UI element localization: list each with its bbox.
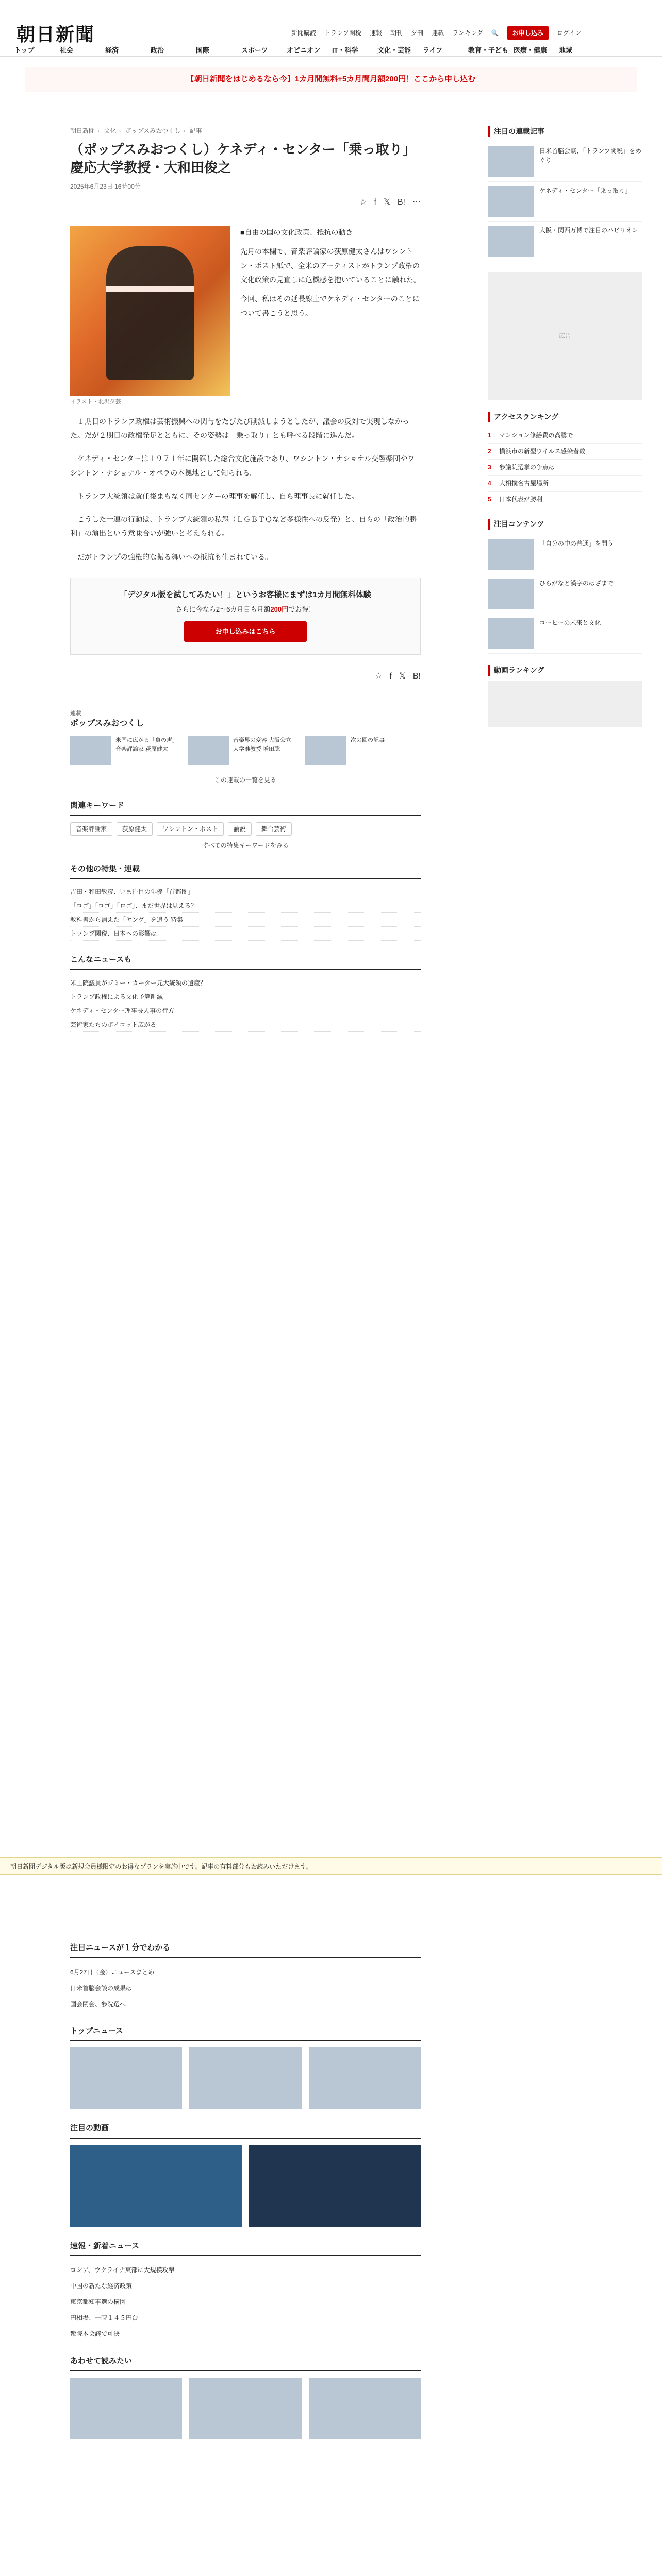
- news-summary-item[interactable]: [70, 1996, 421, 2012]
- series-item[interactable]: [70, 736, 178, 765]
- content-item-title: ひらがなと漢字のはざまで: [539, 580, 614, 587]
- latest-heading: 速報・新着ニュース: [70, 2241, 421, 2257]
- bookmark-icon[interactable]: ☆: [359, 198, 367, 207]
- category-item[interactable]: トップ: [14, 46, 35, 54]
- category-item[interactable]: IT・科学: [332, 46, 358, 54]
- sidebar-ad[interactable]: 広告: [488, 272, 642, 400]
- news-summary-heading: 注目ニュースが１分でわかる: [70, 1942, 421, 1958]
- sidebar-article-title: ケネディ・センター「乗っ取り」: [539, 187, 632, 194]
- keywords-more-link[interactable]: すべての特集キーワードをみる: [202, 841, 289, 849]
- top-news-heading: トップニュース: [70, 2026, 421, 2042]
- article-illustration[interactable]: [70, 226, 230, 396]
- feature-item[interactable]: 吉田・和田敏彦、いま注目の俳優「首都圏」: [70, 885, 421, 899]
- lead-paragraph: ■自由の国の文化政策、抵抗の動き: [240, 228, 353, 237]
- keyword-tag[interactable]: 舞台芸術: [256, 822, 292, 836]
- topnav-item[interactable]: 新聞購読: [291, 29, 317, 37]
- content-item-title: 「自分の中の普通」を問う: [539, 540, 614, 547]
- latest-title: 東京都知事選の構図: [70, 2298, 126, 2306]
- ranking-title: 日本代表が勝利: [499, 496, 543, 503]
- more-reading-card[interactable]: [309, 2378, 421, 2439]
- content-item[interactable]: [488, 574, 642, 614]
- site-logo[interactable]: 朝日新聞: [16, 24, 95, 45]
- breadcrumb-item: 記事: [189, 127, 202, 134]
- content-thumb: [488, 618, 534, 649]
- series-thumb: [305, 736, 346, 765]
- more-reading-card[interactable]: [70, 2378, 182, 2439]
- series-item-title: 音楽界の変容 大阪公立大学准教授 増田聡: [233, 737, 292, 752]
- more-share-icon[interactable]: ⋯: [412, 198, 421, 207]
- series-title[interactable]: ポップスみおつくし: [70, 719, 144, 728]
- ranking-title: 大相撲名古屋場所: [499, 480, 549, 487]
- hatena-icon[interactable]: B!: [397, 198, 405, 207]
- share-bar: [70, 196, 421, 215]
- keyword-tag[interactable]: 荻原健太: [117, 822, 153, 836]
- sidebar-article-title: 日米首脳会談、「トランプ関税」をめぐり: [539, 147, 642, 164]
- more-reading-grid: [70, 2378, 421, 2439]
- sidebar-article[interactable]: [488, 142, 642, 182]
- ranking-title: マンション修繕費の高騰で: [499, 432, 573, 439]
- facebook-icon[interactable]: f: [374, 198, 376, 207]
- category-item[interactable]: 経済: [105, 46, 119, 54]
- more-reading-thumb: [70, 2378, 182, 2439]
- news-summary-title: 国会閉会、参院選へ: [70, 2000, 126, 2008]
- more-reading-thumb: [189, 2378, 301, 2439]
- ranking-item[interactable]: [488, 460, 642, 476]
- lead-paragraph: 今回、私はその延長線上でケネディ・センターのことについて書こうと思う。: [240, 295, 420, 317]
- video-thumb: [70, 2145, 242, 2227]
- ranking-item[interactable]: [488, 476, 642, 492]
- breadcrumb-item[interactable]: 文化: [104, 127, 117, 134]
- top-nav: [291, 26, 581, 40]
- topnav-item[interactable]: 速報: [370, 29, 383, 37]
- series-items: [70, 736, 421, 765]
- news-summary-title: 6月27日（金）ニュースまとめ: [70, 1968, 155, 1976]
- body-paragraph: こうした一連の行動は、トランプ大統領の私怨（ＬＧＢＴＱなど多様性への反発）と、自らの「政治的勝利」の演出という意味合いが強いと考えられる。: [70, 515, 417, 538]
- keywords-heading: 関連キーワード: [70, 800, 421, 816]
- more-reading-thumb: [309, 2378, 421, 2439]
- latest-title: 中国の新たな経済政策: [70, 2282, 133, 2290]
- series-item-title: 米国に広がる「負の声」 音楽評論家 荻原健太: [115, 737, 178, 752]
- paywall-subline-prefix: さらに今なら2〜6カ月目も月額: [175, 605, 271, 613]
- category-nav: [14, 45, 604, 56]
- latest-item[interactable]: [70, 2326, 421, 2342]
- recommended-list: [70, 976, 421, 1032]
- login-link[interactable]: ログイン: [556, 29, 582, 37]
- news-summary-item[interactable]: [70, 1980, 421, 1996]
- series-more-link[interactable]: この連載の一覧を見る: [214, 776, 276, 784]
- lower-section: [70, 1942, 421, 2439]
- keyword-tag[interactable]: 論説: [228, 822, 252, 836]
- lead-text: [240, 226, 421, 406]
- subscribe-button[interactable]: お申し込みはこちら: [184, 621, 306, 642]
- rank-number: 5: [488, 496, 491, 503]
- video-ranking-title: 動画ランキング: [488, 665, 642, 676]
- more-reading-heading: あわせて読みたい: [70, 2355, 421, 2371]
- paywall-headline: 「デジタル版を試してみたい！」というお客様にまずは1カ月間無料体験: [120, 590, 371, 600]
- paywall-price: 200円: [270, 605, 289, 613]
- video-card[interactable]: [70, 2145, 242, 2227]
- x-icon[interactable]: 𝕏: [399, 671, 406, 681]
- series-section: [70, 700, 421, 785]
- sidebar-thumb: [488, 226, 534, 257]
- rank-number: 4: [488, 480, 491, 487]
- top-news-card[interactable]: [309, 2047, 421, 2109]
- promo-banner[interactable]: 【朝日新聞をはじめるなら今】1カ月間無料+5カ月間月額200円！ここから申し込む: [25, 67, 637, 92]
- category-item[interactable]: スポーツ: [241, 46, 268, 54]
- latest-title: 衆院本会議で可決: [70, 2330, 120, 2337]
- series-item[interactable]: [188, 736, 296, 765]
- content-section-title: 注目コンテンツ: [488, 519, 642, 530]
- category-item[interactable]: ライフ: [423, 46, 443, 54]
- features-list: [70, 885, 421, 941]
- video-card[interactable]: [249, 2145, 421, 2227]
- feature-item[interactable]: トランプ関税、日本への影響は: [70, 927, 421, 941]
- latest-item[interactable]: [70, 2294, 421, 2310]
- bottom-notice-bar[interactable]: 朝日新聞デジタル版は新規会員様限定のお得なプランを実施中です。記事の有料部分もお読みいただけます。: [0, 1857, 662, 1875]
- top-news-thumb: [189, 2047, 301, 2109]
- ranking-item[interactable]: [488, 428, 642, 444]
- register-button[interactable]: お申し込み: [507, 26, 549, 40]
- top-news-grid: [70, 2047, 421, 2109]
- video-grid: [70, 2145, 421, 2227]
- body-paragraph: ケネディ・センターは１９７１年に開館した総合文化施設であり、ワシントン・ナショナル交響楽団やワシントン・ナショナル・オペラの本拠地として知られる。: [70, 454, 415, 477]
- category-item[interactable]: 教育・子ども: [468, 46, 509, 54]
- series-item[interactable]: [305, 736, 413, 765]
- rank-number: 3: [488, 464, 491, 471]
- latest-title: ロシア、ウクライナ東部に大規模攻撃: [70, 2266, 175, 2274]
- top-news-card[interactable]: [70, 2047, 182, 2109]
- sidebar-section-title: 注目の連載記事: [488, 126, 642, 137]
- category-item[interactable]: 地域: [559, 46, 573, 54]
- paywall-subline-suffix: でお得！: [288, 605, 316, 613]
- topnav-item[interactable]: トランプ関税: [324, 29, 362, 37]
- content-item[interactable]: [488, 614, 642, 654]
- lead-paragraph: 先月の本欄で、音楽評論家の荻原健太さんはワシントン・ポスト紙で、全米のアーティストがトランプ政権の文化政策の見直しに危機感を抱いていることに触れた。: [240, 247, 421, 284]
- body-paragraph: １期目のトランプ政権は芸術振興への関与をたびたび削減しようとしたが、議会の反対で実現しなかった。だが２期目の政権発足とともに、その姿勢は「乗っ取り」とも呼べる段階に進んだ。: [70, 417, 409, 439]
- topnav-item[interactable]: 連載: [432, 29, 444, 37]
- x-icon[interactable]: 𝕏: [383, 198, 390, 207]
- rank-number: 1: [488, 432, 491, 439]
- rank-number: 2: [488, 448, 491, 455]
- content-item[interactable]: [488, 535, 642, 574]
- share-bar-bottom: [70, 670, 421, 689]
- keyword-tags: [70, 822, 421, 836]
- topnav-item[interactable]: 朝刊: [390, 29, 403, 37]
- article-main: [70, 126, 421, 1032]
- latest-title: 円相場、一時１４５円台: [70, 2314, 139, 2321]
- site-header: [0, 0, 662, 57]
- content-thumb: [488, 539, 534, 570]
- category-item[interactable]: 文化・芸能: [377, 46, 411, 54]
- article-date: 2025年6月23日 16時00分: [70, 183, 141, 191]
- recommended-item[interactable]: 米上院議員がジミー・カーター元大統領の遺産？: [70, 976, 421, 990]
- category-item[interactable]: 医療・健康: [514, 46, 548, 54]
- sidebar-article[interactable]: [488, 182, 642, 222]
- sidebar-article-title: 大阪・関西万博で注目のパビリオン: [539, 227, 638, 234]
- body-paragraph: トランプ大統領は就任後まもなく同センターの理事を解任し、自ら理事長に就任した。: [77, 492, 359, 500]
- paywall-box: [70, 578, 421, 655]
- latest-item[interactable]: [70, 2262, 421, 2278]
- keyword-tag[interactable]: ワシントン・ポスト: [157, 822, 224, 836]
- article-lead: [70, 226, 421, 406]
- recommended-item[interactable]: 芸術家たちのボイコット広がる: [70, 1018, 421, 1032]
- features-heading: その他の特集・連載: [70, 863, 421, 879]
- ranking-item[interactable]: [488, 492, 642, 507]
- article-body: [70, 415, 421, 564]
- video-heading: 注目の動画: [70, 2123, 421, 2139]
- latest-item[interactable]: [70, 2278, 421, 2294]
- feature-item[interactable]: 「ロゴ」「ロゴ」「ロゴ」、まだ世界は見える？: [70, 899, 421, 913]
- sidebar: [488, 126, 642, 727]
- category-item[interactable]: オピニオン: [287, 46, 321, 54]
- ranking-item[interactable]: [488, 444, 642, 460]
- series-label: 連載: [70, 710, 81, 717]
- recommended-item[interactable]: トランプ政権による文化予算削減: [70, 990, 421, 1004]
- article-photo-wrap: [70, 226, 230, 406]
- video-thumb: [249, 2145, 421, 2227]
- content-item-title: コーヒーの未来と文化: [539, 619, 601, 626]
- feature-item[interactable]: 教科書から消えた「ヤング」を追う 特集: [70, 913, 421, 927]
- photo-caption: イラスト・北沢夕芸: [70, 399, 121, 405]
- content-thumb: [488, 579, 534, 609]
- topnav-item[interactable]: ランキング: [452, 29, 483, 37]
- category-item[interactable]: 社会: [60, 46, 74, 54]
- ranking-title: 参議院選挙の争点は: [499, 464, 555, 471]
- article-title: （ポップスみおつくし）ケネディ・センター「乗っ取り」 慶応大学教授・大和田俊之: [70, 142, 423, 176]
- more-reading-card[interactable]: [189, 2378, 301, 2439]
- latest-item[interactable]: [70, 2310, 421, 2326]
- access-ranking-title: アクセスランキング: [488, 412, 642, 422]
- facebook-icon[interactable]: f: [389, 671, 392, 681]
- hatena-icon[interactable]: B!: [412, 671, 421, 681]
- category-item[interactable]: 政治: [151, 46, 164, 54]
- body-paragraph: だがトランプの強権的な振る舞いへの抵抗も生まれている。: [77, 552, 272, 561]
- top-news-thumb: [309, 2047, 421, 2109]
- news-summary-title: 日米首脳会談の成果は: [70, 1984, 133, 1992]
- sidebar-thumb: [488, 186, 534, 217]
- video-ranking-carousel[interactable]: [488, 681, 642, 727]
- sidebar-thumb: [488, 146, 534, 177]
- category-item[interactable]: 国際: [196, 46, 210, 54]
- top-news-thumb: [70, 2047, 182, 2109]
- breadcrumb-item[interactable]: ポップスみおつくし: [125, 127, 181, 134]
- topnav-item[interactable]: 夕刊: [411, 29, 424, 37]
- keyword-tag[interactable]: 音楽評論家: [70, 822, 112, 836]
- search-icon[interactable]: 🔍: [491, 29, 499, 37]
- bookmark-icon[interactable]: ☆: [375, 671, 383, 681]
- series-item-title: 次の回の記事: [351, 737, 385, 744]
- recommended-item[interactable]: ケネディ・センター理事長人事の行方: [70, 1004, 421, 1018]
- paywall-subline: [81, 604, 410, 615]
- news-summary-item[interactable]: [70, 1964, 421, 1980]
- ranking-title: 横浜市の新型ウイルス感染者数: [499, 448, 586, 455]
- top-news-card[interactable]: [189, 2047, 301, 2109]
- breadcrumb-item[interactable]: 朝日新聞: [70, 127, 95, 134]
- sidebar-article[interactable]: [488, 222, 642, 261]
- series-thumb: [70, 736, 111, 765]
- recommended-heading: こんなニュースも: [70, 954, 421, 970]
- breadcrumb: 朝日新聞 › 文化 › ポップスみおつくし › 記事: [70, 127, 202, 134]
- series-thumb: [188, 736, 229, 765]
